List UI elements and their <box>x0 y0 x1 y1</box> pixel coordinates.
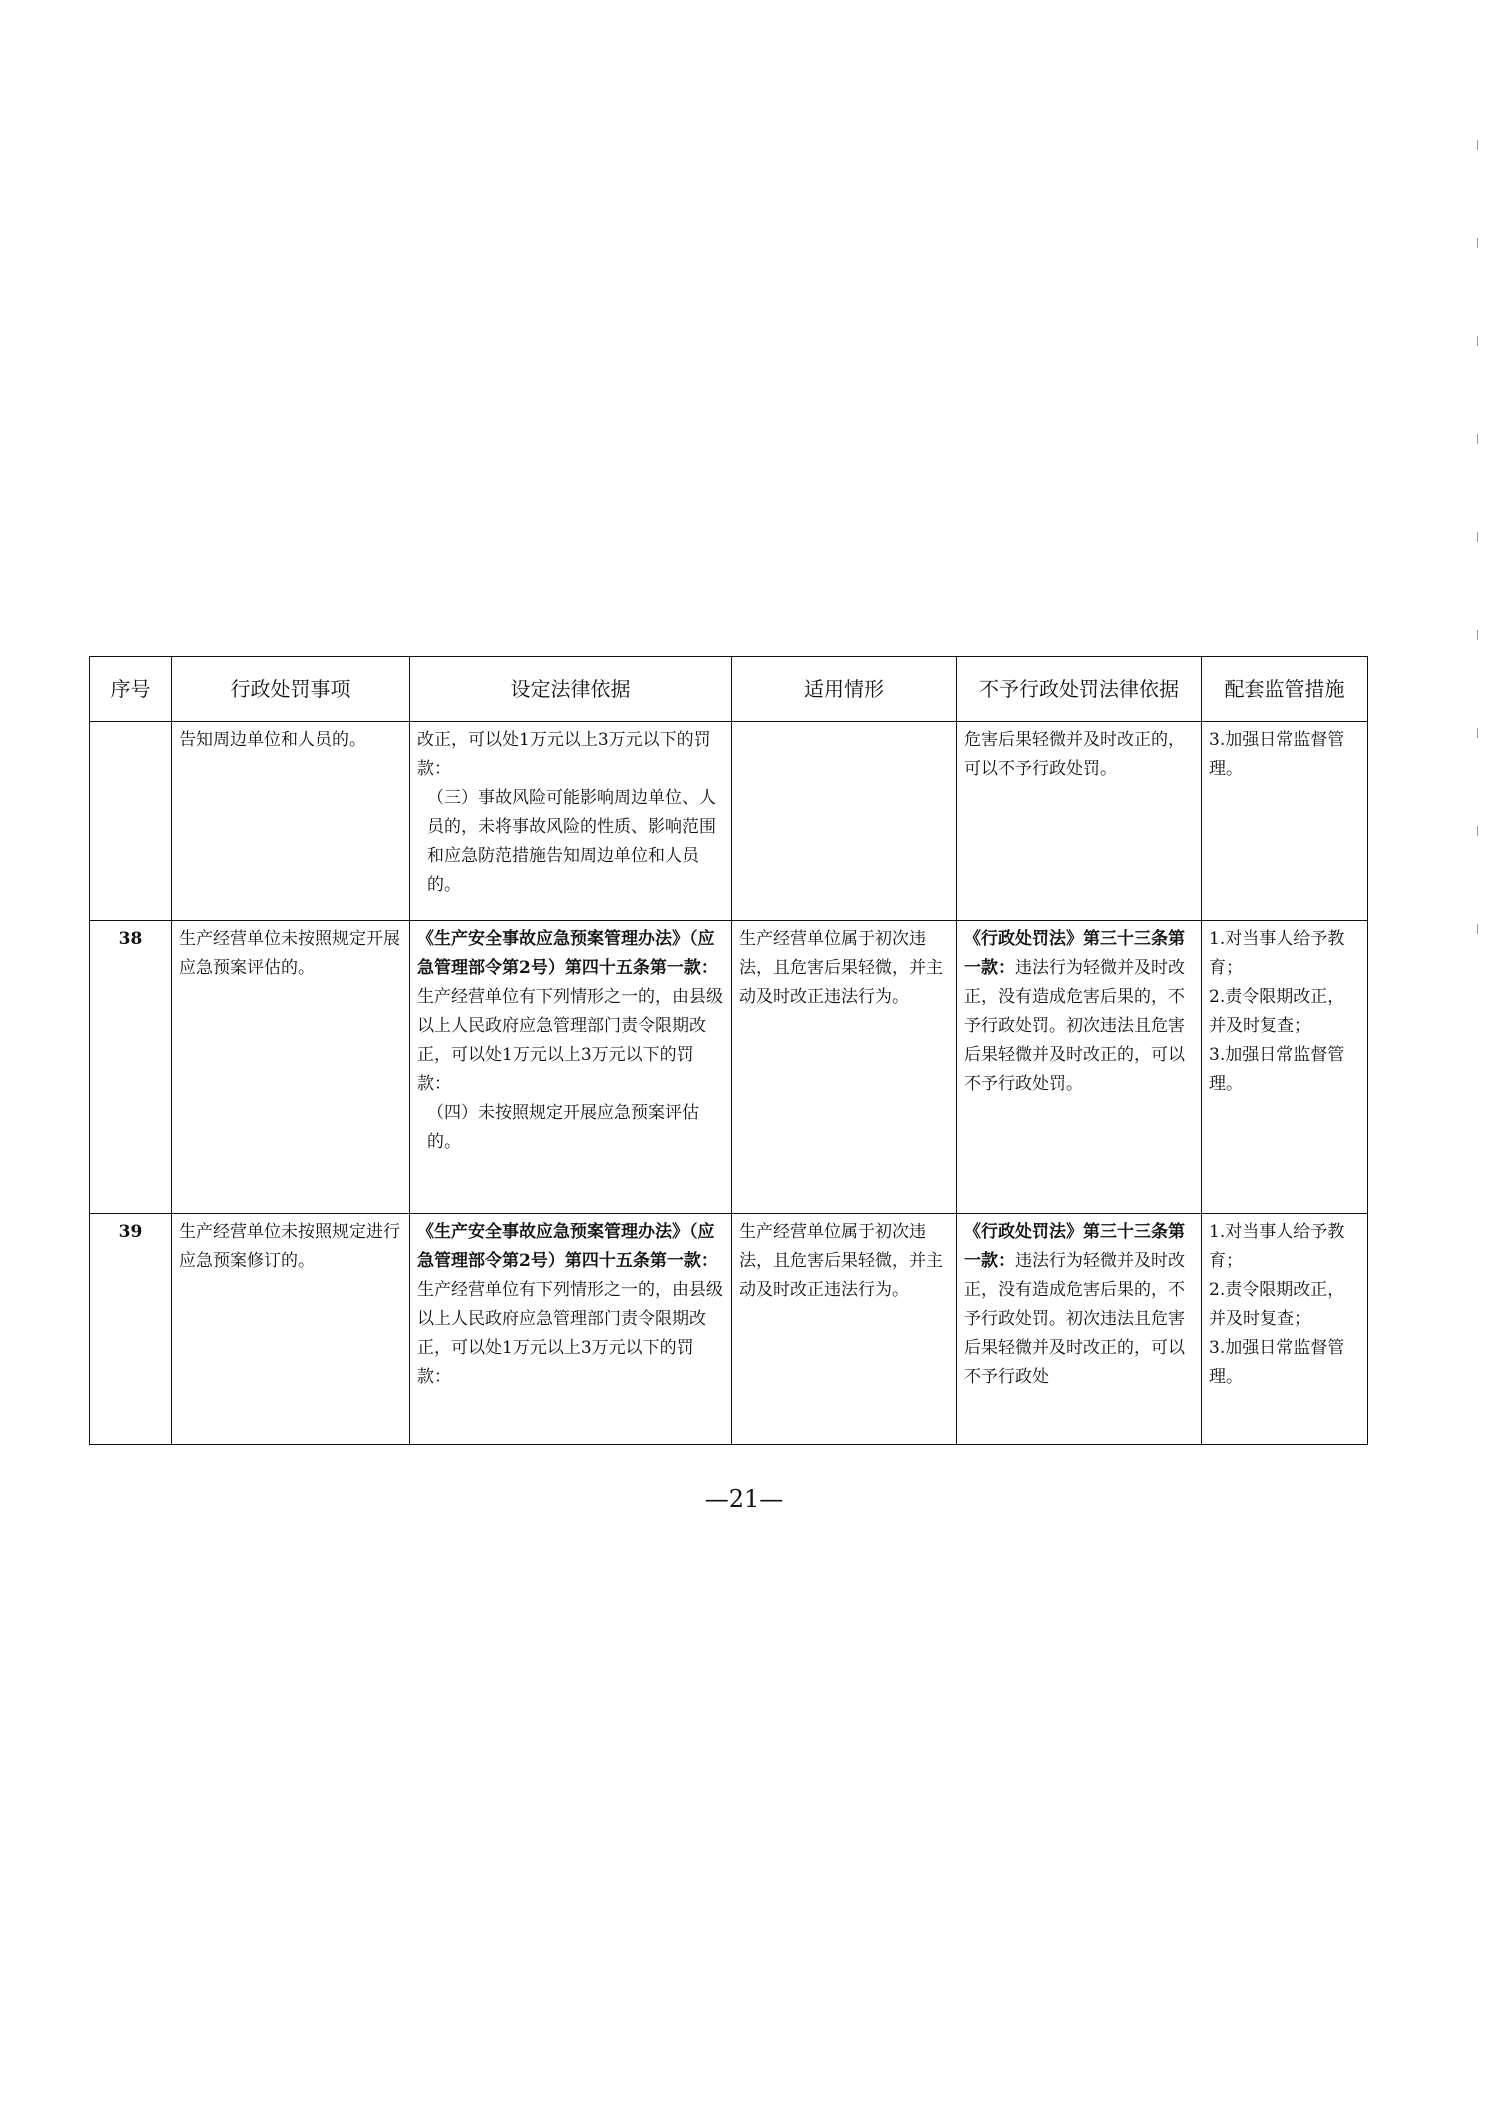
row-situation: 生产经营单位属于初次违法，且危害后果轻微，并主动及时改正违法行为。 <box>732 921 957 1214</box>
row-number <box>90 722 172 921</box>
row-no-penalty <box>957 921 1202 1214</box>
basis-clause: （四）未按照规定开展应急预案评估的。 <box>427 1103 699 1152</box>
row-basis <box>410 921 732 1214</box>
header-number: 序号 <box>90 657 172 722</box>
header-situation: 适用情形 <box>732 657 957 722</box>
row-number: 38 <box>90 921 172 1214</box>
page-number: —21— <box>704 1485 784 1513</box>
row-no-penalty: 危害后果轻微并及时改正的，可以不予行政处罚。 <box>957 722 1202 921</box>
table-row <box>90 921 1368 1214</box>
measure-item: 2.责令限期改正，并及时复查； <box>1209 987 1345 1036</box>
row-item: 告知周边单位和人员的。 <box>172 722 410 921</box>
row-situation: 生产经营单位属于初次违法，且危害后果轻微，并主动及时改正违法行为。 <box>732 1214 957 1445</box>
header-legal-basis: 设定法律依据 <box>410 657 732 722</box>
basis-regulation: 《生产安全事故应急预案管理办法》（应急管理部令第2号）第四十五条第一款： <box>417 1222 718 1271</box>
measure-item: 1.对当事人给予教育； <box>1209 1222 1345 1271</box>
row-number: 39 <box>90 1214 172 1445</box>
no-penalty-text: 违法行为轻微并及时改正，没有造成危害后果的，不予行政处罚。初次违法且危害后果轻微并及时改正的，可以不予行政处 <box>964 1251 1185 1387</box>
row-measures <box>1202 1214 1368 1445</box>
measure-item: 3.加强日常监督管理。 <box>1209 1338 1345 1387</box>
table-header-row <box>90 657 1368 722</box>
measure-item: 3.加强日常监督管理。 <box>1209 1045 1345 1094</box>
basis-text: 生产经营单位有下列情形之一的，由县级以上人民政府应急管理部门责令限期改正，可以处1万元以上3万元以下的罚款： <box>417 1280 723 1387</box>
measure-item: 1.对当事人给予教育； <box>1209 929 1345 978</box>
row-basis <box>410 722 732 921</box>
basis-text: 生产经营单位有下列情形之一的，由县级以上人民政府应急管理部门责令限期改正，可以处1万元以上3万元以下的罚款： <box>417 987 723 1094</box>
measure-item: 2.责令限期改正，并及时复查； <box>1209 1280 1345 1329</box>
row-situation <box>732 722 957 921</box>
basis-regulation: 《生产安全事故应急预案管理办法》（应急管理部令第2号）第四十五条第一款： <box>417 929 718 978</box>
basis-clause: （三）事故风险可能影响周边单位、人员的，未将事故风险的性质、影响范围和应急防范措施告知周边单位和人员的。 <box>427 788 716 895</box>
row-measures: 3.加强日常监督管理。 <box>1202 722 1368 921</box>
row-item: 生产经营单位未按照规定开展应急预案评估的。 <box>172 921 410 1214</box>
row-no-penalty <box>957 1214 1202 1445</box>
row-measures <box>1202 921 1368 1214</box>
no-penalty-text: 违法行为轻微并及时改正，没有造成危害后果的，不予行政处罚。初次违法且危害后果轻微并及时改正的，可以不予行政处罚。 <box>964 958 1185 1094</box>
table-row <box>90 1214 1368 1445</box>
basis-text: 改正，可以处1万元以上3万元以下的罚款： <box>417 730 711 779</box>
penalty-table <box>89 656 1368 1445</box>
table-row <box>90 722 1368 921</box>
no-penalty-law: 《行政处罚法》第三十三条第一款： <box>964 1222 1185 1271</box>
header-measures: 配套监管措施 <box>1202 657 1368 722</box>
row-basis <box>410 1214 732 1445</box>
header-item: 行政处罚事项 <box>172 657 410 722</box>
scan-margin-marks <box>1476 140 1480 1040</box>
no-penalty-law: 《行政处罚法》第三十三条第一款： <box>964 929 1185 978</box>
header-no-penalty-basis: 不予行政处罚法律依据 <box>957 657 1202 722</box>
row-item: 生产经营单位未按照规定进行应急预案修订的。 <box>172 1214 410 1445</box>
